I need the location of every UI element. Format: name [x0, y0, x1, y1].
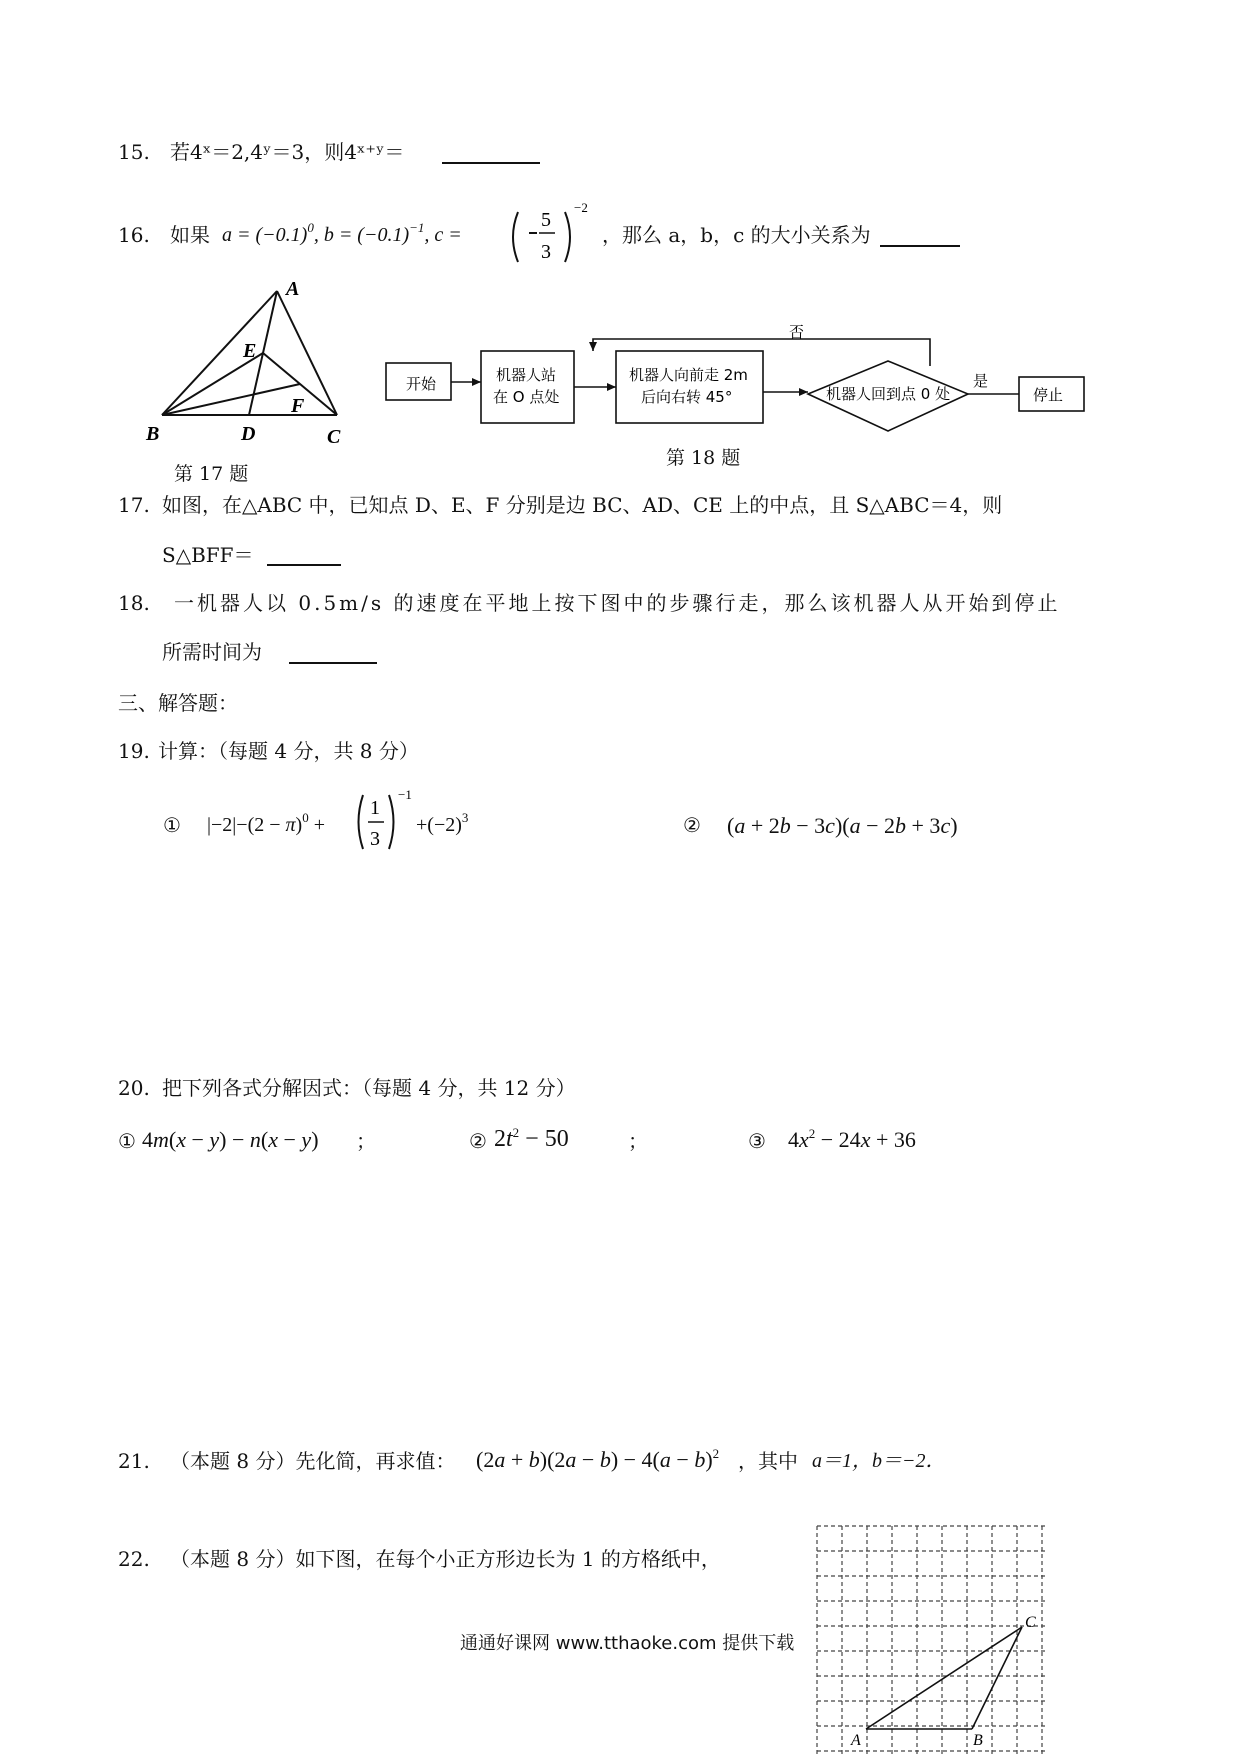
fig17-label-a: A	[286, 278, 300, 300]
svg-text:−1: −1	[398, 787, 412, 802]
flow-step1-line2: 在 O 点处	[493, 388, 560, 406]
q20-semicolon-1: ；	[356, 1129, 376, 1153]
q16-number: 16.	[118, 223, 150, 247]
q20-text: 把下列各式分解因式：（每题 4 分，共 12 分）	[162, 1076, 576, 1100]
q16-formula: $a = (-0.1)^0$, $b = (-0.1)^{-1}$, c =	[222, 220, 462, 246]
flow-start-label: 开始	[406, 375, 437, 393]
svg-text:−2: −2	[574, 200, 588, 215]
grid-label-b: B	[973, 1732, 983, 1749]
q18-line2: 所需时间为	[162, 640, 262, 664]
q16-tail: ，那么 a，b，c 的大小关系为	[602, 223, 871, 247]
flow-stop-label: 停止	[1033, 386, 1064, 404]
q15-text: 若4ˣ＝2,4ʸ＝3，则4ˣ⁺ʸ＝	[170, 140, 405, 164]
fig17-label-b: B	[146, 423, 160, 445]
flow-yes-label: 是	[973, 372, 989, 390]
q20-expr-2: $2t^2 - 50$	[494, 1125, 569, 1152]
fig17-caption: 第 17 题	[174, 463, 249, 485]
q16-lead: 如果	[170, 223, 210, 247]
q19-circle-1: ①	[163, 813, 181, 837]
grid-triangle	[866, 1627, 1022, 1729]
fig17-label-d: D	[241, 423, 256, 445]
fig17-label-f: F	[291, 395, 305, 417]
flow-no-label: 否	[789, 323, 805, 341]
q19-expr-1b: $+(-2)^3$	[416, 810, 469, 836]
flow-decision-label: 机器人回到点 0 处	[826, 385, 951, 403]
grid-label-a: A	[851, 1732, 861, 1749]
q21-condition: a＝1，b＝−2．	[812, 1450, 946, 1472]
q17-line2: S△BFF＝	[162, 543, 254, 567]
fig17-label-e: E	[243, 340, 257, 362]
q17-line1: 如图，在△ABC 中，已知点 D、E、F 分别是边 BC、AD、CE 上的中点，且 S△ABC＝4，则	[162, 493, 1003, 517]
flow-step2-line1: 机器人向前走 2m	[629, 366, 748, 384]
fig17-label-c: C	[327, 426, 341, 448]
svg-text:1: 1	[370, 797, 380, 819]
q19-expr-2: (a + 2b − 3c)(a − 2b + 3c)	[727, 813, 958, 838]
q19-circle-2: ②	[683, 813, 701, 837]
q19-text: 计算：（每题 4 分，共 8 分）	[158, 739, 419, 763]
q21-tail: ，其中	[738, 1449, 798, 1473]
svg-text:5: 5	[541, 209, 551, 231]
page-footer: 通通好课网 www.tthaoke.com 提供下载	[460, 1633, 795, 1654]
q20-expr-3: $4x^2 - 24x + 36$	[788, 1126, 916, 1152]
q20-circle-1: ①	[118, 1129, 136, 1153]
q22-text: （本题 8 分）如下图，在每个小正方形边长为 1 的方格纸中，	[170, 1547, 721, 1571]
flow-step2-line2: 后向右转 45°	[641, 388, 733, 406]
q19-expr-1a: $|-2|-(2 - \pi)^0$ +	[207, 810, 325, 836]
q18-line1: 一机器人以 0.5m/s 的速度在平地上按下图中的步骤行走，那么该机器人从开始到停止	[174, 591, 1061, 615]
q17-number: 17.	[118, 493, 150, 517]
q20-circle-2: ②	[469, 1129, 487, 1153]
q20-number: 20.	[118, 1076, 150, 1100]
svg-text:3: 3	[370, 828, 380, 850]
q20-expr-1: 4m(x − y) − n(x − y)	[142, 1127, 319, 1152]
q21-text: （本题 8 分）先化简，再求值：	[170, 1449, 456, 1473]
flow-step1-line1: 机器人站	[496, 366, 557, 384]
q18-number: 18.	[118, 591, 150, 615]
q22-number: 22.	[118, 1547, 150, 1571]
section-3-heading: 三、解答题：	[118, 691, 238, 715]
q21-number: 21.	[118, 1449, 150, 1473]
q15-number: 15.	[118, 140, 150, 164]
fig18-caption: 第 18 题	[666, 447, 741, 469]
q20-circle-3: ③	[748, 1129, 766, 1153]
q19-number: 19.	[118, 739, 150, 763]
svg-text:3: 3	[541, 241, 551, 263]
grid-label-c: C	[1025, 1614, 1036, 1631]
q20-semicolon-2: ；	[628, 1129, 648, 1153]
q21-expr: $(2a + b)(2a - b) - 4(a - b)^2$	[476, 1446, 720, 1472]
